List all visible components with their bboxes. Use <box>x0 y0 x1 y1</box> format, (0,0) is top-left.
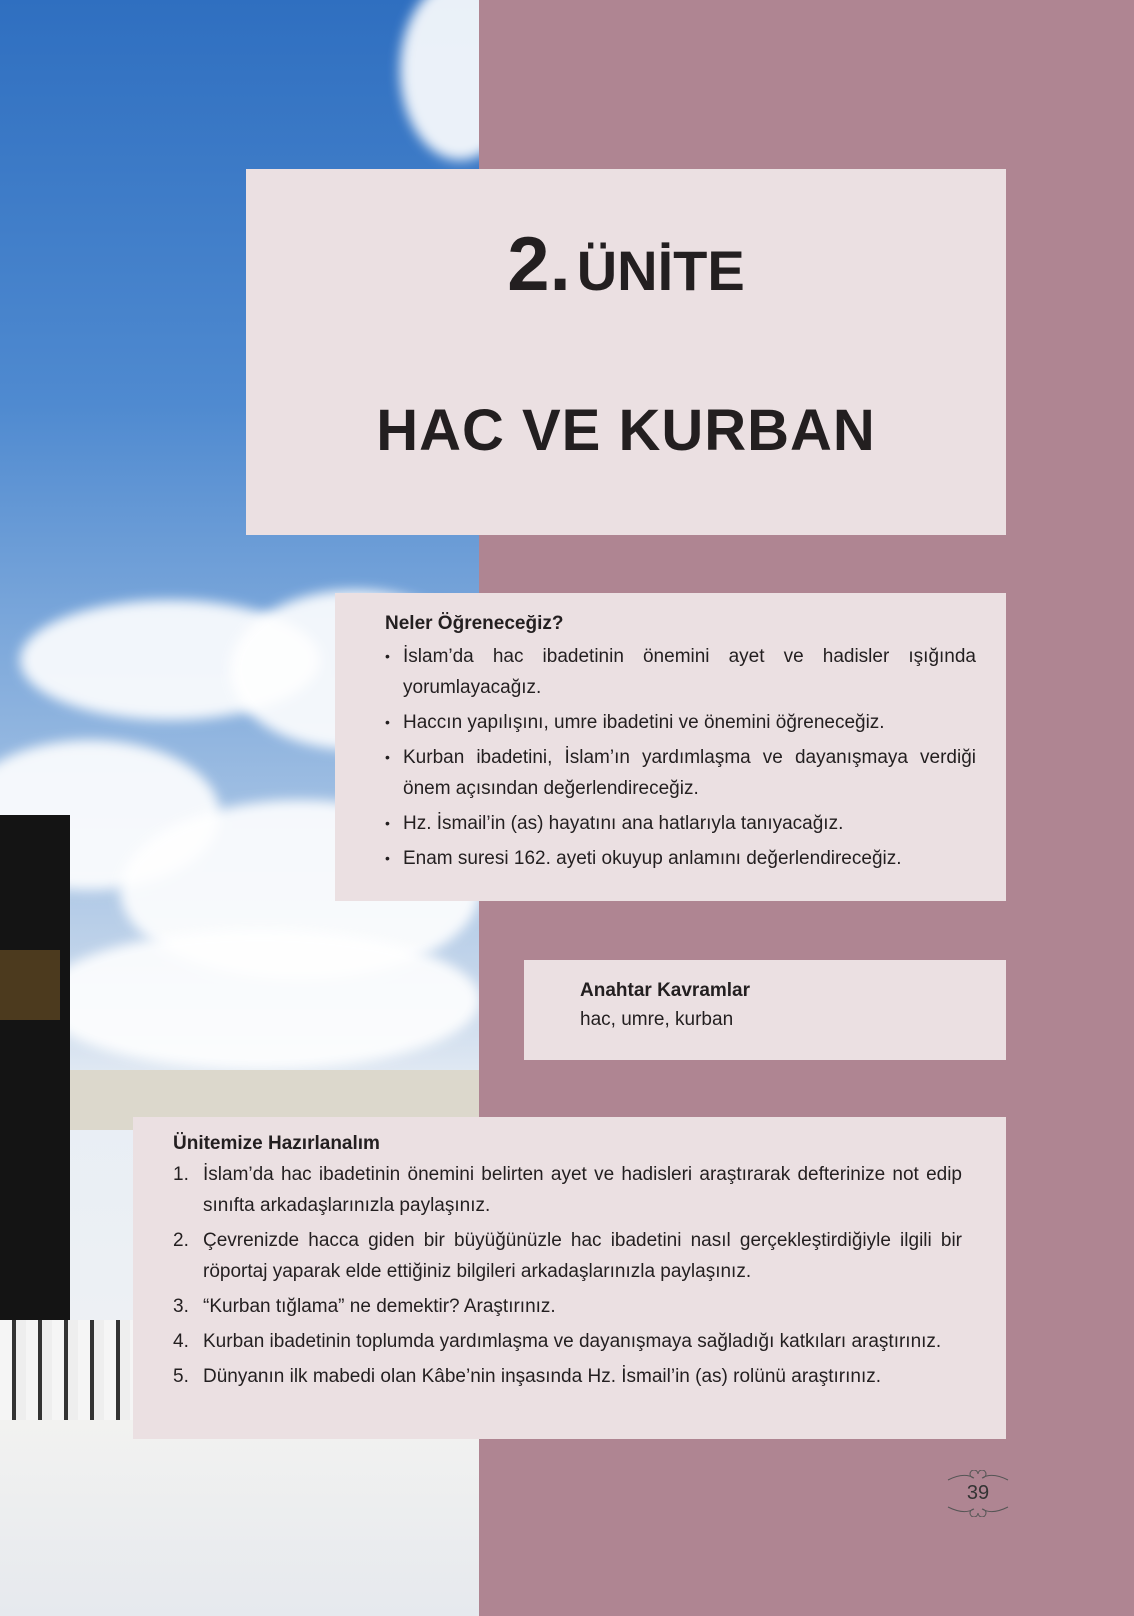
list-item <box>173 1159 962 1221</box>
page-number-block <box>946 1470 1010 1517</box>
list-item <box>173 1361 962 1392</box>
list-item <box>173 1225 962 1287</box>
item-text: “Kurban tığlama” ne demektir? Araştırınız. <box>203 1296 556 1317</box>
ornament-icon <box>946 1505 1010 1517</box>
item-text: Kurban ibadetinin toplumda yardımlaşma ve dayanışmaya sağladığı katkıları araştırınız. <box>203 1331 942 1352</box>
unit-label: ÜNİTE <box>576 239 745 302</box>
ornament-icon <box>946 1470 1010 1482</box>
item-number: 3. <box>173 1296 189 1317</box>
learning-goals-heading: Neler Öğreneceğiz? <box>385 613 564 634</box>
key-concepts-heading: Anahtar Kavramlar <box>580 980 751 1001</box>
item-text: İslam’da hac ibadetinin önemini belirten ayet ve hadisleri araştırarak defterinize not edip sınıfta arkadaşlarınızla paylaşınız. <box>203 1164 962 1216</box>
list-item <box>173 1326 962 1357</box>
list-item: • Kurban ibadetini, İslam’ın yardımlaşma ve dayanışmaya verdiği önem açısından değerlendireceğiz. <box>385 742 976 804</box>
item-number: 2. <box>173 1230 189 1251</box>
list-item: • Hz. İsmail’in (as) hayatını ana hatlarıyla tanıyacağız. <box>385 808 976 839</box>
key-concepts-panel <box>524 960 1006 1060</box>
unit-heading <box>246 221 1006 308</box>
learning-goals-panel <box>335 593 1006 901</box>
item-number: 5. <box>173 1366 189 1387</box>
item-text: Dünyanın ilk mabedi olan Kâbe’nin inşasında Hz. İsmail’in (as) rolünü araştırınız. <box>203 1366 881 1387</box>
list-item: • İslam’da hac ibadetinin önemini ayet ve hadisler ışığında yorumlayacağız. <box>385 641 976 703</box>
item-text: Çevrenizde hacca giden bir büyüğünüzle hac ibadetini nasıl gerçekleştirdiğiyle ilgili bir röportaj yaparak elde ettiğiniz bilgileri arkadaşlarınızla paylaşınız. <box>203 1230 962 1282</box>
unit-title-panel <box>246 169 1006 535</box>
key-concepts-text: hac, umre, kurban <box>580 1009 734 1030</box>
list-item: • Haccın yapılışını, umre ibadetini ve önemini öğreneceğiz. <box>385 707 976 738</box>
preparation-panel <box>133 1117 1006 1439</box>
item-number: 1. <box>173 1164 189 1185</box>
unit-title: HAC VE KURBAN <box>376 398 876 463</box>
preparation-heading: Ünitemize Hazırlanalım <box>173 1133 380 1154</box>
item-number: 4. <box>173 1331 189 1352</box>
unit-number: 2. <box>507 222 571 307</box>
list-item <box>173 1291 962 1322</box>
page-number: 39 <box>966 1482 990 1504</box>
list-item: • Enam suresi 162. ayeti okuyup anlamını değerlendireceğiz. <box>385 843 976 874</box>
